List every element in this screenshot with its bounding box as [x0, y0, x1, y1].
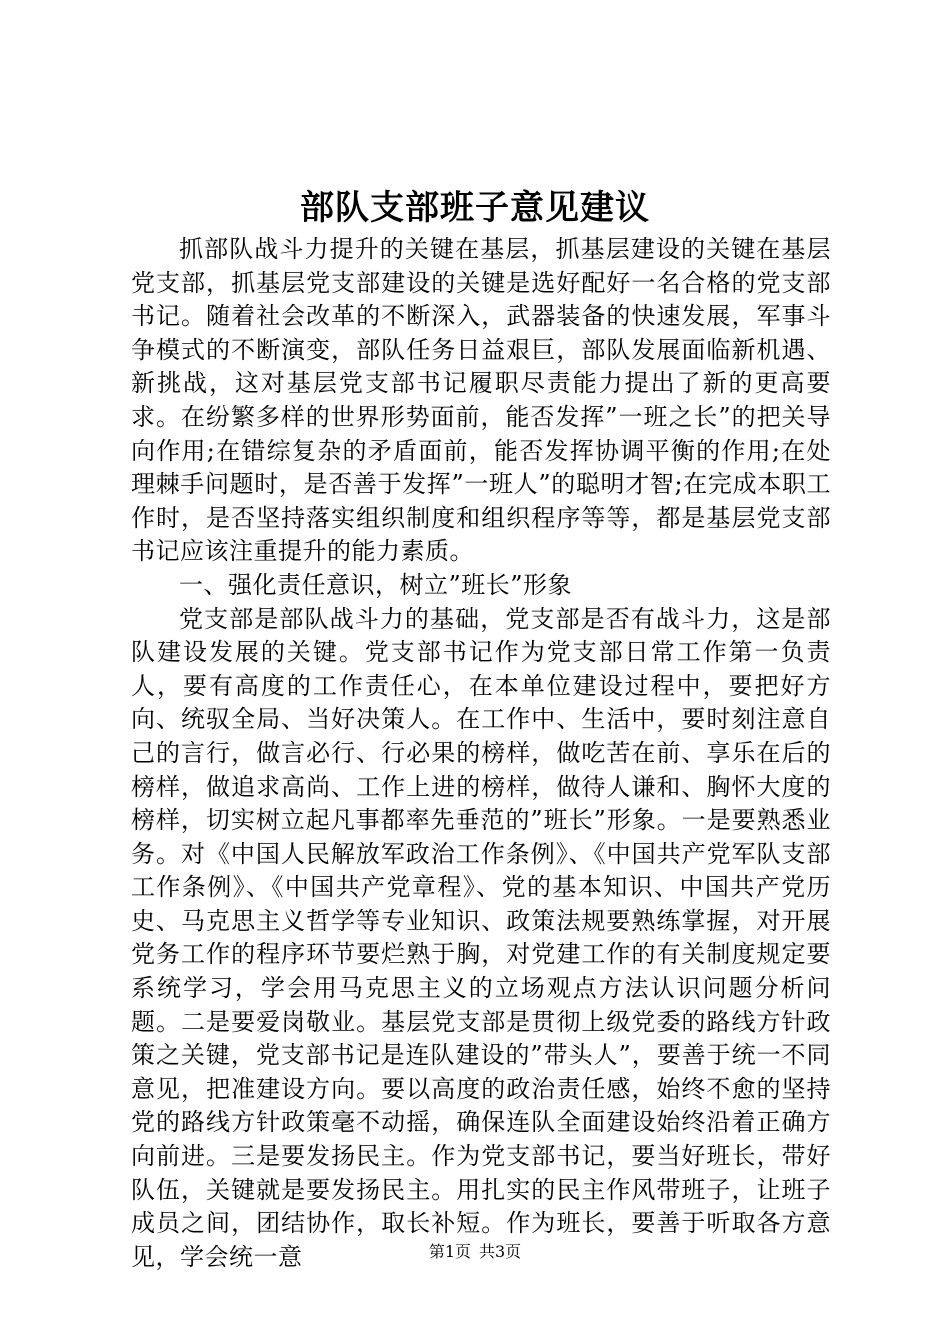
page-number-total: 共3页: [479, 1242, 522, 1261]
section-1-paragraph: 党支部是部队战斗力的基础，党支部是否有战斗力，这是部队建设发展的关键。党支部书记作为党支部日常工作第一负责人，要有高度的工作责任心，在本单位建设过程中，要把好方向、统驭全局、当好决策人。在工作中、生活中，要时刻注意自己的言行，做言必行、行必果的榜样，做吃苦在前、享乐在后的榜样，做追求高尚、工作上进的榜样，做待人谦和、胸怀大度的榜样，切实树立起凡事都率先垂范的”班长”形象。一是要熟悉业务。对《中国人民解放军政治工作条例》、《中国共产党军队支部工作条例》、《中国共产党章程》、党的基本知识、中国共产党历史、马克思主义哲学等专业知识、政策法规要熟练掌握，对开展党务工作的程序环节要烂熟于胸，对党建工作的有关制度规定要系统学习，学会用马克思主义的立场观点方法认识问题分析问题。二是要爱岗敬业。基层党支部是贯彻上级党委的路线方针政策之关键，党支部书记是连队建设的”带头人”，要善于统一不同意见，把准建设方向。要以高度的政治责任感，始终不愈的坚持党的路线方针政策毫不动摇，确保连队全面建设始终沿着正确方向前进。三是要发扬民主。作为党支部书记，要当好班长，带好队伍，关键就是要发扬民主。用扎实的民主作风带班子，让班子成员之间，团结协作，取长补短。作为班长，要善于听取各方意见，学会统一意: [131, 604, 831, 1271]
page-number-current: 第1页: [428, 1242, 471, 1261]
document-title: 部队支部班子意见建议: [300, 188, 650, 228]
section-heading-1: 一、强化责任意识，树立”班长”形象: [179, 570, 573, 599]
intro-paragraph: 抓部队战斗力提升的关键在基层，抓基层建设的关键在基层党支部，抓基层党支部建设的关键是选好配好一名合格的党支部书记。随着社会改革的不断深入，武器装备的快速发展，军事斗争模式的不断演变，部队任务日益艰巨，部队发展面临新机遇、新挑战，这对基层党支部书记履职尽责能力提出了新的更高要求。在纷繁多样的世界形势面前，能否发挥”一班之长”的把关导向作用;在错综复杂的矛盾面前，能否发挥协调平衡的作用;在处理棘手问题时，是否善于发挥”一班人”的聪明才智;在完成本职工作时，是否坚持落实组织制度和组织程序等等，都是基层党支部书记应该注重提升的能力素质。: [131, 235, 831, 566]
page-footer: [0, 1240, 950, 1264]
document-body: [131, 233, 831, 1274]
